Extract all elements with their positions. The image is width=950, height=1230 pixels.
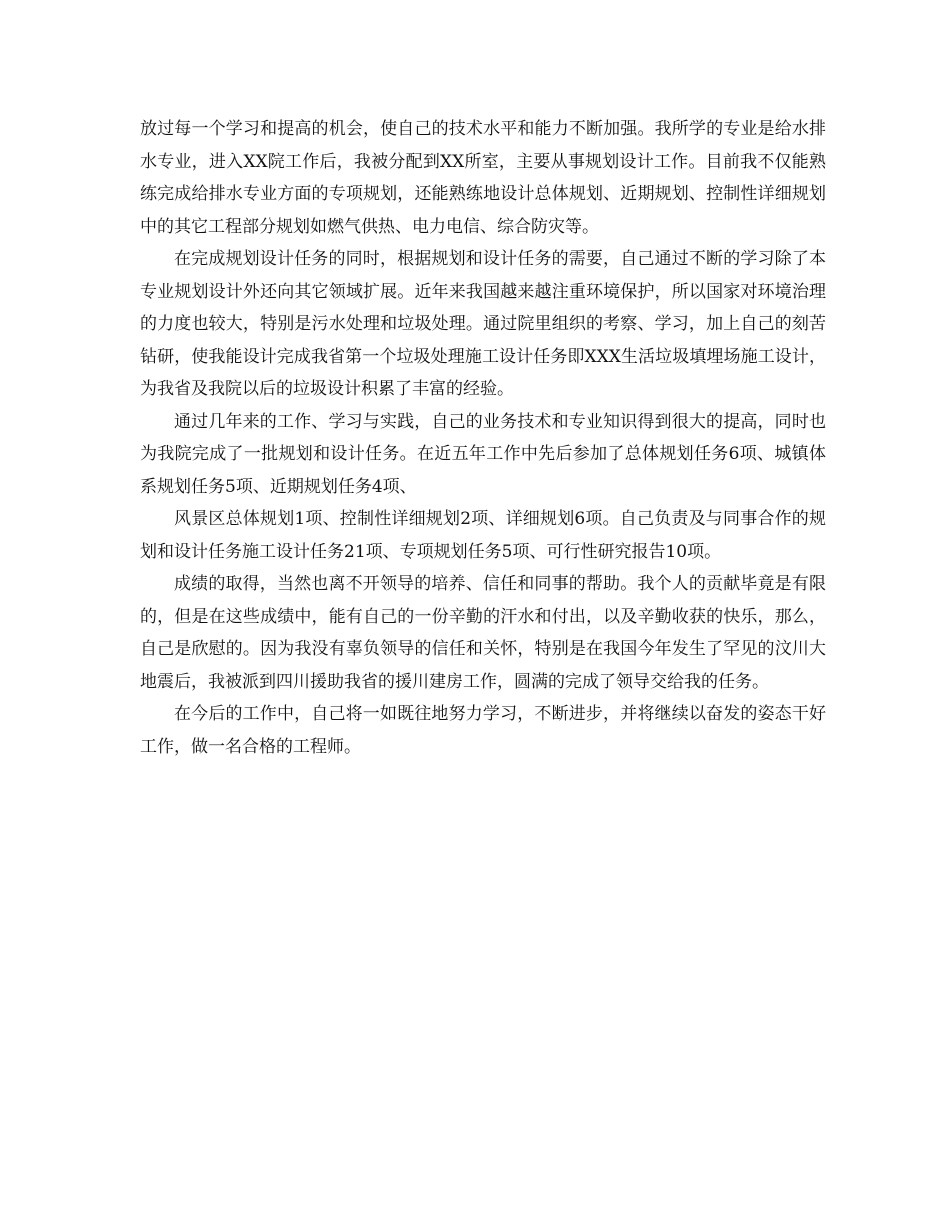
paragraph-6: 在今后的工作中，自己将一如既往地努力学习，不断进步，并将继续以奋发的姿态干好工作，做一名合格的工程师。	[140, 704, 826, 757]
paragraph-1: 放过每一个学习和提高的机会，使自己的技术水平和能力不断加强。我所学的专业是给水排水专业，进入XX院工作后，我被分配到XX所室，主要从事规划设计工作。目前我不仅能熟练完成给排水专业方面的专项规划，还能熟练地设计总体规划、近期规划、控制性详细规划中的其它工程部分规划如燃气供热、电力电信、综合防灾等。	[140, 119, 826, 237]
paragraph-3: 通过几年来的工作、学习与实践，自己的业务技术和专业知识得到很大的提高，同时也为我院完成了一批规划和设计任务。在近五年工作中先后参加了总体规划任务6项、城镇体系规划任务5项、近期规划任务4项、	[140, 411, 826, 497]
paragraph-4: 风景区总体规划1项、控制性详细规划2项、详细规划6项。自己负责及与同事合作的规划和设计任务施工设计任务21项、专项规划任务5项、可行性研究报告10项。	[140, 509, 826, 562]
paragraph-5: 成绩的取得，当然也离不开领导的培养、信任和同事的帮助。我个人的贡献毕竟是有限的，但是在这些成绩中，能有自己的一份辛勤的汗水和付出，以及辛勤收获的快乐，那么，自己是欣慰的。因为我没有辜负领导的信任和关怀，特别是在我国今年发生了罕见的汶川大地震后，我被派到四川援助我省的援川建房工作，圆满的完成了领导交给我的任务。	[140, 574, 826, 692]
document-body	[140, 113, 826, 763]
paragraph-2: 在完成规划设计任务的同时，根据规划和设计任务的需要，自己通过不断的学习除了本专业规划设计外还向其它领域扩展。近年来我国越来越注重环境保护，所以国家对环境治理的力度也较大，特别是污水处理和垃圾处理。通过院里组织的考察、学习，加上自己的刻苦钻研，使我能设计完成我省第一个垃圾处理施工设计任务即XXX生活垃圾填埋场施工设计，为我省及我院以后的垃圾设计积累了丰富的经验。	[140, 249, 826, 399]
